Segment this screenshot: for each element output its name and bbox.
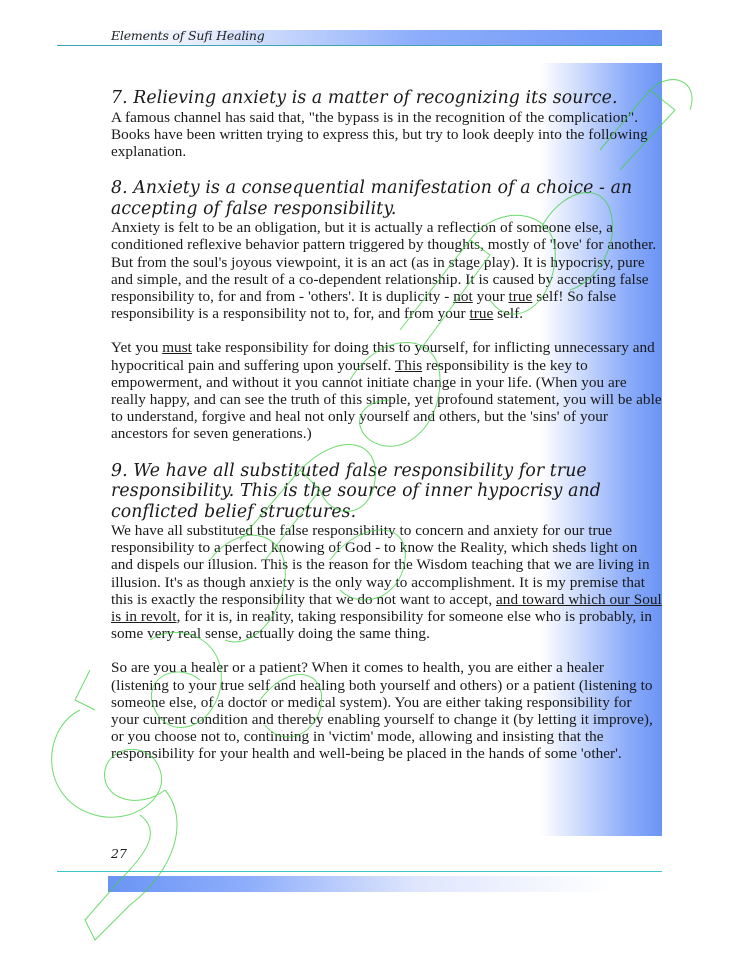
section-heading: 7. Relieving anxiety is a matter of recognizing its source. — [111, 88, 618, 108]
paragraph: So are you a healer or a patient? When it comes to health, you are either a healer (listening to your true self and healing both yourself and others) or a patient (listening to someone else, of a doctor or medical system). You are either taking responsibility for your current condition and thereby enabling yourself to change it (by letting it improve), or you choose not to, continuing in 'victim' mode, allowing and insisting that the responsibility for your health and well-being be placed in the hands of some 'other'. — [111, 659, 653, 763]
footer-rule — [57, 871, 662, 872]
section-9 — [111, 461, 663, 763]
paragraph: A famous channel has said that, "the bypass is in the recognition of the complication". Books have been written trying to express this, but try to look deeply into the following explanation. — [111, 108, 648, 160]
header-rule — [57, 45, 662, 46]
page-number: 27 — [111, 846, 127, 861]
underlined-text: true — [469, 305, 494, 323]
underlined-text: and toward which our Soul is in revolt — [111, 590, 662, 626]
underlined-text: true — [508, 287, 533, 305]
section-heading: 8. Anxiety is a consequential manifestation of a choice - an accepting of false responsibility. — [111, 178, 633, 219]
section-8 — [111, 178, 663, 442]
footer-gradient-band — [108, 876, 668, 892]
paragraph: Yet you must take responsibility for doing this to yourself, for inflicting unnecessary and hypocritical pain and suffering upon yourself. This responsibility is the key to empowerment, and without it you cannot initiate change in your life. (When you are really happy, and can see the truth of this simple, yet profound statement, you will be able to understand, forgive and heal not only yourself and others, but the 'sins' of your ancestors for seven generations.) — [111, 339, 662, 443]
paragraph: Anxiety is felt to be an obligation, but it is actually a reflection of someone else, a conditioned reflexive behavior pattern triggered by thoughts, mostly of 'love' for another. But from the soul's joyous viewpoint, it is an act (as in stage play). It is hypocrisy, pure and simple, and the result of a co-dependent relationship. It is caused by accepting false responsibility to, for and from - 'others'. It is duplicity - not your true self! So false responsibility is a responsibility not to, for, and from your true self. — [111, 219, 657, 323]
underlined-text: This — [394, 356, 423, 374]
running-header-title: Elements of Sufi Healing — [111, 28, 265, 43]
paragraph: We have all substituted the false responsibility to concern and anxiety for our true responsibility to a perfect knowing of God - to know the Reality, which sheds light on and dispels our illusion. This is the reason for the Wisdom teaching that we are living in illusion. It's as though anxiety is the only way to accomplishment. It is my premise that this is exactly the responsibility that we do not want to accept, and toward which our Soul is in revolt, for it is, in reality, taking responsibility for someone else who is probably, in some very real sense, actually doing the same thing. — [111, 522, 662, 643]
section-7 — [111, 88, 663, 160]
page-body — [111, 88, 663, 763]
underlined-text: must — [162, 339, 192, 357]
underlined-text: not — [453, 287, 473, 305]
section-heading: 9. We have all substituted false responsibility for true responsibility. This is the source of inner hypocrisy and conflicted belief structures. — [111, 460, 601, 522]
